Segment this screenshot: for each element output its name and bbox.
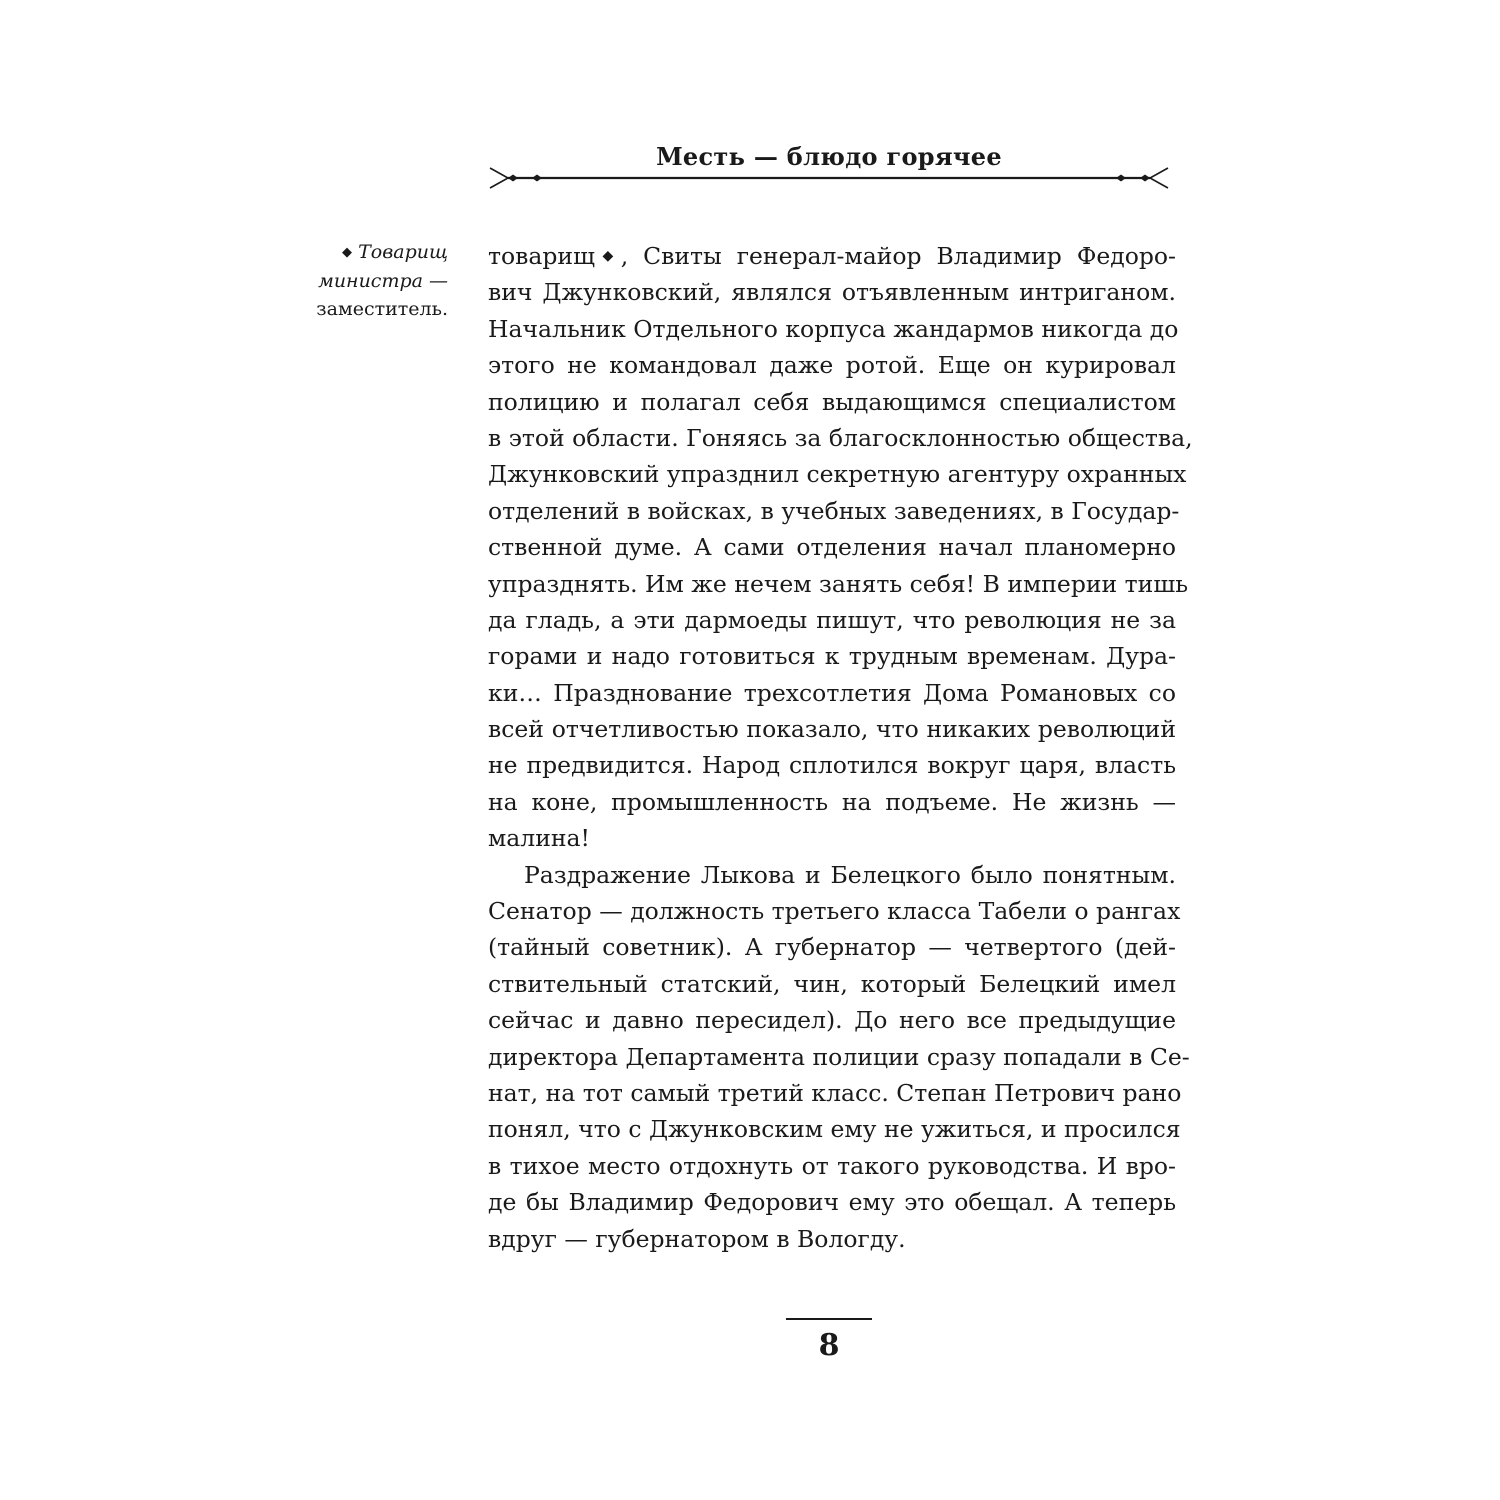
text-line: горами и надо готовиться к трудным временам. Дура- (488, 642, 1176, 671)
text-line: отделений в войсках, в учебных заведениях, в Государ- (488, 496, 1180, 525)
text-line: нат, на тот самый третий класс. Степан Петрович рано (488, 1078, 1182, 1107)
running-title: Месть — блюдо горячее (656, 142, 1002, 171)
text-line: ственной думе. А сами отделения начал планомерно (488, 533, 1176, 562)
paragraph-start-line: Раздражение Лыкова и Белецкого было понятным. (524, 860, 1176, 889)
text-line: понял, что с Джунковским ему не ужиться, и просился (488, 1115, 1181, 1144)
text-line: этого не командовал даже ротой. Еще он курировал (488, 351, 1176, 380)
margin-footnote (300, 238, 448, 323)
text-line: ки… Празднование трехсотлетия Дома Романовых со (488, 678, 1176, 707)
text-line: Сенатор — должность третьего класса Табели о рангах (488, 897, 1181, 926)
text-line: да гладь, а эти дармоеды пишут, что революция не за (488, 605, 1176, 634)
text-line: в этой области. Гоняясь за благосклонностью общества, (488, 423, 1193, 452)
footnote-diamond-icon: ◆ (594, 248, 621, 264)
text-line: всей отчетливостью показало, что никаких революций (488, 715, 1176, 744)
margin-note-line-1: ◆ Товарищ (342, 241, 448, 263)
text-line: полицию и полагал себя выдающимся специалистом (488, 387, 1176, 416)
text-line: (тайный советник). А губернатор — четвертого (дей- (488, 933, 1176, 962)
text-line: ствительный статский, чин, который Белецкий имел (488, 969, 1176, 998)
text-line: вич Джунковский, являлся отъявленным интриганом. (488, 278, 1176, 307)
text-line: в тихое место отдохнуть от такого руководства. И вро- (488, 1151, 1176, 1180)
head-ornament (488, 166, 1170, 190)
running-head (488, 140, 1170, 200)
margin-note-line-2: министра — (318, 270, 448, 292)
text-line: директора Департамента полиции сразу попадали в Се- (488, 1042, 1190, 1071)
text-line: сейчас и давно пересидел). До него все предыдущие (488, 1006, 1176, 1035)
text-line: вдруг — губернатором в Вологду. (488, 1224, 906, 1253)
page-number: 8 (818, 1328, 840, 1363)
text-line: упразднять. Им же нечем занять себя! В империи тишь (488, 569, 1188, 598)
page-number-rule (786, 1318, 872, 1320)
text-line: Начальник Отдельного корпуса жандармов никогда до (488, 314, 1179, 343)
text-line: малина! (488, 824, 590, 853)
text-line: де бы Владимир Федорович ему это обещал. А теперь (488, 1188, 1176, 1217)
text-line: на коне, промышленность на подъеме. Не жизнь — (488, 787, 1176, 816)
text-line: товарищ◆, Свиты генерал-майор Владимир Федоро- (488, 242, 1176, 270)
body-text (488, 238, 1193, 1257)
footnote-diamond-icon: ◆ (342, 245, 353, 260)
margin-note-line-3: заместитель. (316, 298, 448, 320)
text-line: Джунковский упразднил секретную агентуру охранных (488, 460, 1187, 489)
text-line: не предвидится. Народ сплотился вокруг царя, власть (488, 751, 1176, 780)
